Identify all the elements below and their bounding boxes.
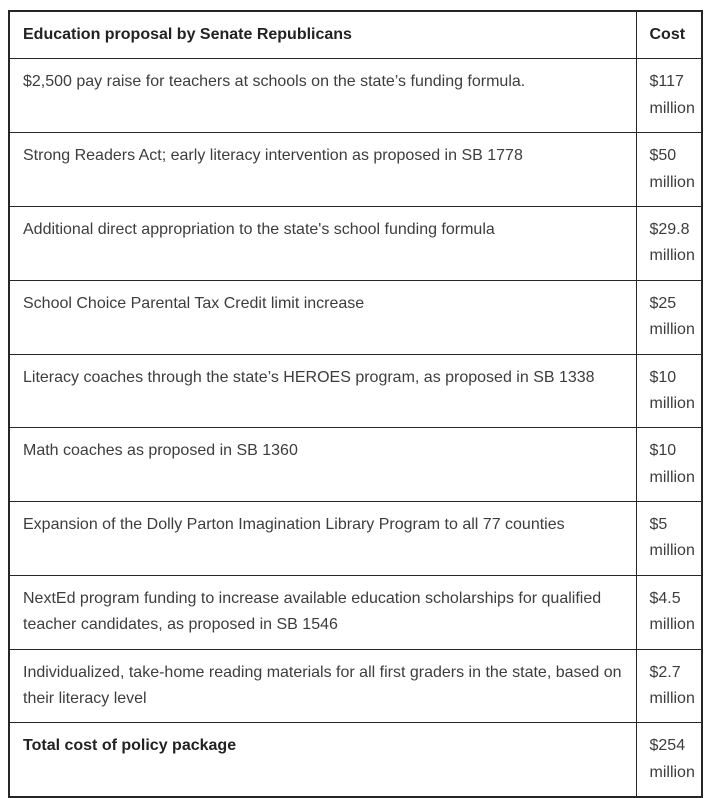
table-row [9, 206, 702, 280]
proposal-cell: Expansion of the Dolly Parton Imagination Library Program to all 77 counties [9, 502, 636, 576]
cost-cell: $50 million [636, 133, 702, 207]
header-row [9, 11, 702, 59]
cost-column-header: Cost [636, 11, 702, 59]
table-row [9, 133, 702, 207]
proposal-cell: Additional direct appropriation to the state's school funding formula [9, 206, 636, 280]
table-row [9, 649, 702, 723]
cost-cell: $5 million [636, 502, 702, 576]
proposal-cell: Individualized, take-home reading materials for all first graders in the state, based on their literacy level [9, 649, 636, 723]
total-cost-cell: $254 million [636, 723, 702, 797]
proposal-cell: Math coaches as proposed in SB 1360 [9, 428, 636, 502]
cost-cell: $2.7 million [636, 649, 702, 723]
proposal-cell: Strong Readers Act; early literacy intervention as proposed in SB 1778 [9, 133, 636, 207]
education-proposal-cost-table [8, 10, 703, 798]
cost-cell: $10 million [636, 354, 702, 428]
proposal-cell: Literacy coaches through the state’s HEROES program, as proposed in SB 1338 [9, 354, 636, 428]
cost-cell: $4.5 million [636, 575, 702, 649]
proposal-cell: School Choice Parental Tax Credit limit increase [9, 280, 636, 354]
table-row [9, 575, 702, 649]
cost-cell: $25 million [636, 280, 702, 354]
cost-cell: $10 million [636, 428, 702, 502]
table-row [9, 354, 702, 428]
table-row [9, 502, 702, 576]
cost-cell: $29.8 million [636, 206, 702, 280]
table-row [9, 428, 702, 502]
table-row [9, 59, 702, 133]
proposal-cell: NextEd program funding to increase available education scholarships for qualified teacher candidates, as proposed in SB 1546 [9, 575, 636, 649]
total-row [9, 723, 702, 797]
total-label-cell: Total cost of policy package [9, 723, 636, 797]
proposal-column-header: Education proposal by Senate Republicans [9, 11, 636, 59]
table-row [9, 280, 702, 354]
cost-cell: $117 million [636, 59, 702, 133]
proposal-cell: $2,500 pay raise for teachers at schools on the state’s funding formula. [9, 59, 636, 133]
